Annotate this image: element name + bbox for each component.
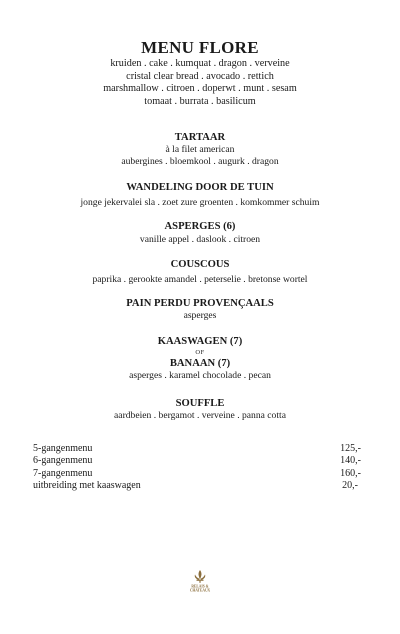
course-description: asperges — [183, 310, 217, 321]
price-label: 6-gangenmenu — [33, 455, 93, 467]
course-wandeling — [0, 181, 400, 209]
price-label: uitbreiding met kaaswagen — [33, 480, 141, 492]
intro-line: kruiden . cake . kumquat . dragon . verveine — [110, 58, 290, 69]
price-value: 125,- — [340, 443, 361, 454]
intro-line: cristal clear bread . avocado . rettich — [126, 70, 274, 82]
course-kaaswagen — [0, 335, 400, 382]
course-tartaar — [0, 131, 400, 168]
course-description: paprika . gerookte amandel . peterselie . bretonse wortel — [92, 274, 308, 285]
fleur-de-lis-crest-icon — [186, 569, 214, 593]
course-description: asperges . karamel chocolade . pecan — [129, 370, 271, 381]
course-description: aardbeien . bergamot . verveine . panna cotta — [114, 410, 286, 421]
menu-title: MENU FLORE — [141, 38, 259, 57]
course-description: aubergines . bloemkool . augurk . dragon — [121, 156, 279, 167]
course-couscous — [0, 258, 400, 286]
course-name: KAASWAGEN (7) — [157, 336, 243, 347]
course-name: ASPERGES (6) — [164, 221, 236, 232]
course-description: jonge jekervalei sla . zoet zure groenten . komkommer schuim — [80, 197, 320, 208]
course-name: TARTAAR — [174, 132, 226, 143]
course-pain-perdu — [0, 297, 400, 322]
course-name: COUSCOUS — [170, 259, 230, 270]
price-value: 160,- — [340, 467, 361, 479]
price-row — [33, 455, 361, 467]
course-name: SOUFFLE — [175, 398, 225, 409]
intro-list — [0, 58, 400, 108]
intro-line: tomaat . burrata . basilicum — [144, 95, 256, 107]
logo-text-line1: RELAIS & — [191, 584, 209, 589]
course-or: OF — [195, 349, 205, 356]
course-name: PAIN PERDU PROVENÇAALS — [126, 298, 274, 309]
price-list — [33, 443, 361, 493]
course-subtitle: à la filet american — [165, 144, 235, 155]
price-row — [33, 443, 361, 455]
course-souffle — [0, 397, 400, 422]
price-value: 140,- — [340, 455, 361, 467]
course-name: WANDELING DOOR DE TUIN — [126, 182, 274, 193]
price-value: 20,- — [342, 480, 358, 492]
logo-text-line2: CHATEAUX — [189, 588, 211, 593]
price-row — [33, 480, 361, 492]
course-name-alt: BANAAN (7) — [169, 358, 231, 369]
price-row — [33, 468, 361, 480]
course-description: vanille appel . daslook . citroen — [139, 234, 261, 245]
course-asperges — [0, 220, 400, 246]
intro-line: marshmallow . citroen . doperwt . munt . sesam — [103, 83, 297, 95]
price-label: 7-gangenmenu — [33, 467, 93, 479]
price-label: 5-gangenmenu — [33, 443, 93, 454]
